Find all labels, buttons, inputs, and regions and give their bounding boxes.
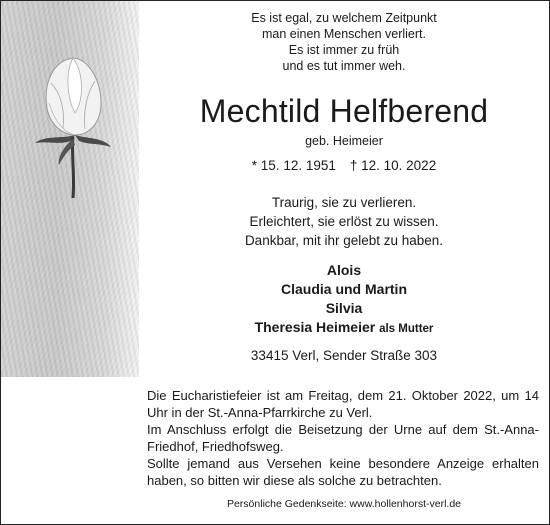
mourner: Claudia und Martin (281, 281, 407, 297)
birth-name: geb. Heimeier (305, 134, 383, 148)
verse-line: Traurig, sie zu verlieren. (271, 195, 417, 210)
mourner: Silvia (325, 300, 363, 316)
death-date: † 12. 10. 2022 (349, 158, 437, 173)
verse-line: Erleichtert, sie erlöst zu wissen. (249, 214, 439, 229)
address: 33415 Verl, Sender Straße 303 (250, 348, 438, 363)
paragraph: Die Eucharistiefeier ist am Freitag, dem 21. Oktober 2022, um 14 Uhr in der St.-Anna-Pfarrkirche zu Verl. (147, 388, 539, 420)
mourners (140, 261, 548, 339)
deceased-name: Mechtild Helfberend (199, 93, 489, 129)
mother-relation: als Mutter (379, 323, 434, 335)
rose-illustration (23, 53, 123, 198)
background-texture (1, 1, 139, 377)
poem (140, 10, 548, 74)
poem-line: Es ist egal, zu welchem Zeitpunkt (251, 11, 437, 25)
service-details (147, 387, 539, 489)
life-dates (140, 158, 548, 173)
poem-line: man einen Menschen verliert. (262, 27, 426, 41)
paragraph: Sollte jemand aus Versehen keine besondere Anzeige erhalten haben, so bitten wir diese als solche zu betrachten. (147, 456, 539, 488)
verse-line: Dankbar, mit ihr gelebt zu haben. (244, 233, 444, 248)
verse (140, 193, 548, 250)
paragraph: Im Anschluss erfolgt die Beisetzung der Urne auf dem St.-Anna-Friedhof, Friedhofsweg. (147, 422, 539, 454)
mourner: Alois (326, 262, 362, 278)
poem-line: Es ist immer zu früh (288, 43, 400, 57)
mourner-mother (140, 318, 548, 339)
birth-date: * 15. 12. 1951 (251, 158, 336, 173)
memorial-page-link[interactable]: Persönliche Gedenkseite: www.hollenhorst-verl.de (226, 498, 462, 510)
poem-line: und es tut immer weh. (282, 59, 406, 73)
mother-name: Theresia Heimeier (254, 319, 376, 335)
